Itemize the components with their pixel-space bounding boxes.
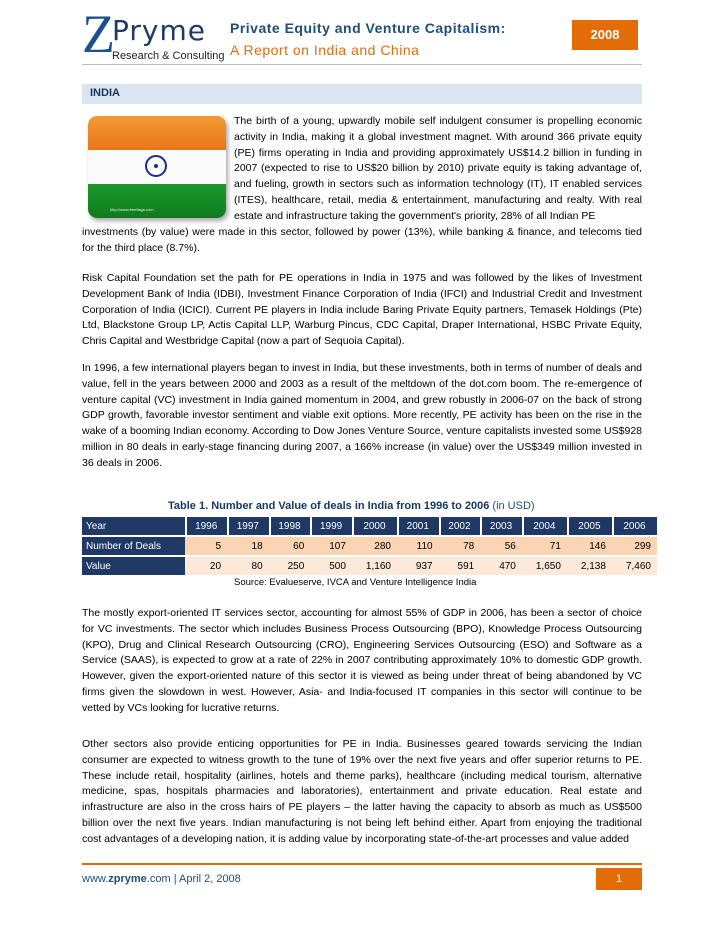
paragraph-5: Other sectors also provide enticing opportunities for PE in India. Businesses geared towards servicing the Indian consumer are expected to witness growth to the tune of 19% over the next five years and offer superior returns to PE. These include retail, hospitality (airlines, hotels and theme parks), healthcare (including medical tourism, alternative medicine, spas, hospitals pharmacies and laboratories), entertainment and private education. Real estate and infrastructure are also in the cross hairs of PE players – the latter having the capacity to absorb as much as US$500 billion over the next five years. Indian manufacturing is not being left behind either. Apart from enjoying the traditional cost advantages of a developing nation, it is adding value by incorporating state-of-the-art processes and value added bbox=[82, 738, 642, 845]
table-header-cell: 2000 bbox=[352, 517, 397, 535]
table-header-cell: 2002 bbox=[439, 517, 481, 535]
header-divider bbox=[82, 64, 642, 65]
table-cell: 299 bbox=[612, 537, 657, 555]
flag-saffron-band bbox=[88, 116, 226, 150]
table-cell: 60 bbox=[269, 537, 311, 555]
table-header-cell: Year bbox=[82, 517, 185, 535]
flag-green-band bbox=[88, 184, 226, 218]
section-title: INDIA bbox=[90, 87, 120, 99]
table-header-cell: 2001 bbox=[397, 517, 439, 535]
table-row-value bbox=[82, 557, 657, 575]
table-row-label: Value bbox=[82, 557, 185, 575]
logo-name: Pryme bbox=[112, 14, 206, 47]
footer-url-suffix: .com bbox=[146, 873, 171, 885]
table-row-number-of-deals bbox=[82, 537, 657, 555]
paragraph-1-wrapped: The birth of a young, upwardly mobile self indulgent consumer is propelling economic activity in India, making it a global investment magnet. With around 366 private equity (PE) firms operating in India and providing approximately US$14.2 billion in funding in 2007 (expected to rise to US$20 billion by 2010) private equity is taking advantage of, and fueling, growth in sectors such as information technology (IT), IT enabled services (ITES), healthcare, retail, media & entertainment, manufacturing and realty. With real estate and infrastructure taking the government's priority, 28% of all Indian PE bbox=[234, 115, 642, 222]
table-caption-text: Table 1. Number and Value of deals in India from 1996 to 2006 bbox=[168, 500, 490, 512]
table-cell: 7,460 bbox=[612, 557, 657, 575]
footer-divider bbox=[82, 863, 642, 865]
india-flag-image bbox=[88, 116, 226, 218]
table-source-note: Source: Evalueserve, IVCA and Venture Intelligence India bbox=[234, 577, 477, 588]
table-header-cell: 2006 bbox=[612, 517, 657, 535]
paragraph-2: Risk Capital Foundation set the path for PE operations in India in 1975 and was followed by the likes of Investment Development Bank of India (IDBI), Investment Finance Corporation of India (IFCI) and Industrial Credit and Investment Corporation of India (ICICI). Current PE players in India include Baring Private Equity partners, Temasek Holdings (Pte) Ltd, Blackstone Group LP, Actis Capital LLP, Warburg Pincus, CDC Capital, Draper International, HSBC Private Equity, Chris Capital and Westbridge Capital (now a part of Sequoia Capital). bbox=[82, 272, 642, 348]
table-cell: 591 bbox=[439, 557, 481, 575]
table-header-cell: 1997 bbox=[227, 517, 269, 535]
table-cell: 80 bbox=[227, 557, 269, 575]
report-title-line2: A Report on India and China bbox=[230, 42, 420, 58]
chakra-center bbox=[154, 164, 158, 168]
table-cell: 56 bbox=[480, 537, 522, 555]
table-cell: 107 bbox=[310, 537, 352, 555]
table-cell: 937 bbox=[397, 557, 439, 575]
logo-letter: Z bbox=[82, 4, 115, 64]
table-cell: 71 bbox=[522, 537, 567, 555]
paragraph-3: In 1996, a few international players began to invest in India, but these investments, both in terms of number of deals and value, fell in the years between 2000 and 2003 as a result of the meltdown of the dot.com boom. The re-emergence of venture capital (VC) investment in India gained momentum in 2004, and grew robustly in 2006-07 on the back of strong GDP growth, favorable investor sentiment and viable exit options. More recently, PE activity has been on the rise in the wake of a booming Indian economy. According to Dow Jones Venture Source, venture capitalists invested some US$928 million in 80 deals in early-stage financing during 2007, a 166% increase (in value) over the US$349 million invested in 36 deals in 2006. bbox=[82, 362, 642, 469]
table-cell: 2,138 bbox=[567, 557, 612, 575]
footer-text bbox=[82, 873, 241, 885]
paragraph-1-continued: investments (by value) were made in this sector, followed by power (13%), while banking & finance, and telecoms tied for the third place (8.7%). bbox=[82, 226, 642, 254]
paragraph-4: The mostly export-oriented IT services sector, accounting for almost 55% of GDP in 2006, has been a sector of choice for VC investments. The sector which includes Business Process Outsourcing (BPO), Knowledge Process Outsourcing (KPO), Drug and Clinical Research Outsourcing (CRO), Engineering Services Outsourcing (ESO) and Software as a Service (SAAS), is expected to grow at a rate of 22% in 2007 contributing approximately 10% to domestic GDP growth. However, given the export-oriented nature of this sector it is viewed as being under threat of being abandoned by VC firms given the slowdown in west. However, Asia- and India-focused IT companies in this sector will continue to be vetted by VCs looking for lucrative returns. bbox=[82, 607, 642, 714]
table-cell: 20 bbox=[185, 557, 227, 575]
table-caption-unit: (in USD) bbox=[492, 500, 535, 512]
table-cell: 110 bbox=[397, 537, 439, 555]
table-row-label: Number of Deals bbox=[82, 537, 185, 555]
table-cell: 146 bbox=[567, 537, 612, 555]
page-number: 1 bbox=[596, 868, 642, 890]
table-header-cell: 2003 bbox=[480, 517, 522, 535]
table-header-row bbox=[82, 517, 657, 535]
table-cell: 500 bbox=[310, 557, 352, 575]
table-cell: 470 bbox=[480, 557, 522, 575]
table-cell: 18 bbox=[227, 537, 269, 555]
table-cell: 5 bbox=[185, 537, 227, 555]
logo-subtitle: Research & Consulting bbox=[112, 50, 225, 62]
footer-date: April 2, 2008 bbox=[179, 873, 241, 885]
year-badge: 2008 bbox=[572, 20, 638, 50]
deals-table bbox=[82, 515, 657, 577]
table-header-cell: 2004 bbox=[522, 517, 567, 535]
table-cell: 280 bbox=[352, 537, 397, 555]
table-caption bbox=[168, 500, 535, 512]
section-header-bar bbox=[82, 84, 642, 104]
table-header-cell: 1996 bbox=[185, 517, 227, 535]
table-header-cell: 2005 bbox=[567, 517, 612, 535]
table-cell: 250 bbox=[269, 557, 311, 575]
zpryme-logo bbox=[82, 4, 225, 64]
footer-url-brand: zpryme bbox=[108, 873, 147, 885]
table-cell: 1,650 bbox=[522, 557, 567, 575]
table-header-cell: 1999 bbox=[310, 517, 352, 535]
table-cell: 1,160 bbox=[352, 557, 397, 575]
table-cell: 78 bbox=[439, 537, 481, 555]
footer-separator: | bbox=[170, 873, 180, 885]
report-title-line1: Private Equity and Venture Capitalism: bbox=[230, 20, 506, 36]
flag-caption: http://www.freeflags.com bbox=[110, 207, 154, 212]
footer-url-prefix: www. bbox=[82, 873, 109, 885]
table-header-cell: 1998 bbox=[269, 517, 311, 535]
